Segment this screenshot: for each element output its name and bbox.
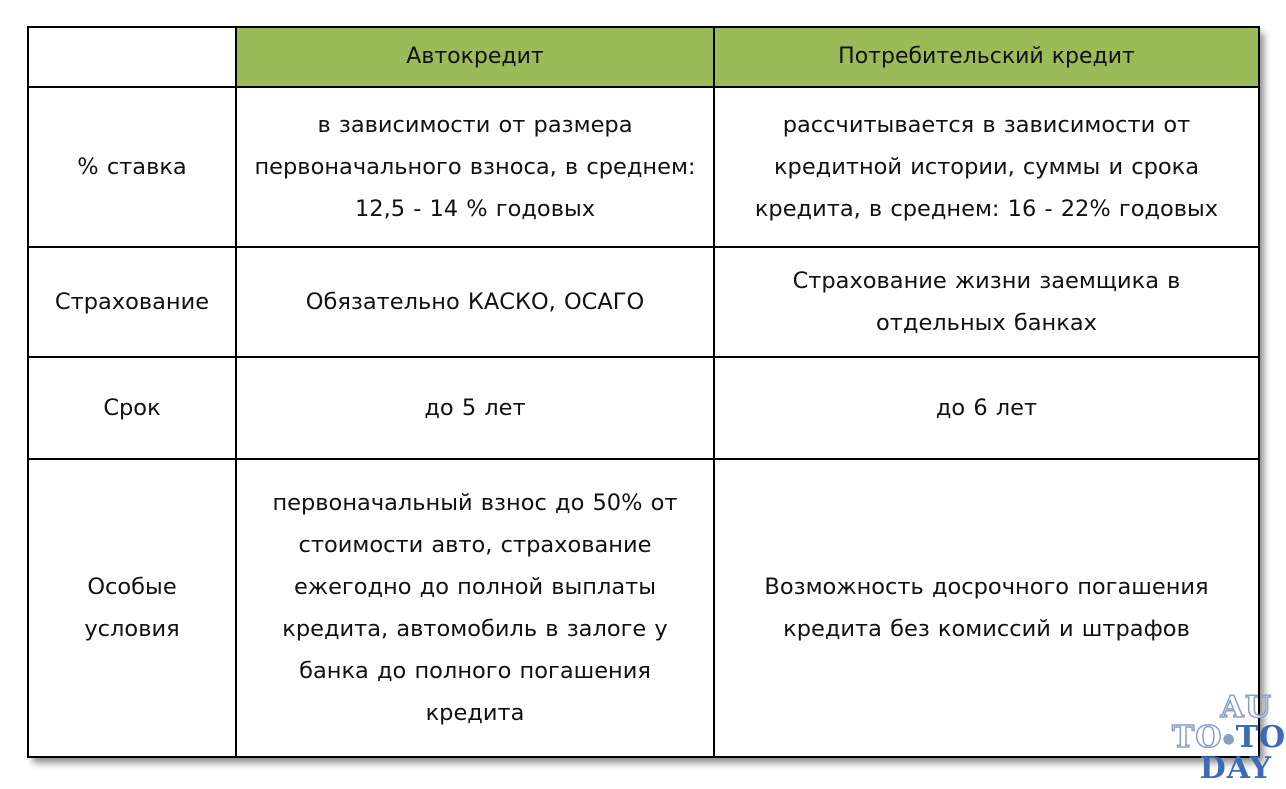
header-consumer-loan: Потребительский кредит bbox=[714, 27, 1259, 87]
cell-auto-insurance: Обязательно КАСКО, ОСАГО bbox=[236, 247, 714, 357]
cell-consumer-rate: рассчитывается в зависимости от кредитной истории, суммы и срока кредита, в среднем: 16 - 22% годовых bbox=[714, 87, 1259, 247]
table-row-insurance bbox=[28, 247, 1259, 357]
header-empty-cell bbox=[28, 27, 236, 87]
table-row-special-conditions bbox=[28, 459, 1259, 757]
header-auto-loan: Автокредит bbox=[236, 27, 714, 87]
watermark-line-1: AU bbox=[1220, 690, 1272, 725]
cell-auto-term: до 5 лет bbox=[236, 357, 714, 459]
cell-auto-special-conditions: первоначальный взнос до 50% от стоимости авто, страхование ежегодно до полной выплаты кредита, автомобиль в залоге у банка до полного погашения кредита bbox=[236, 459, 714, 757]
row-label-term: Срок bbox=[28, 357, 236, 459]
table-row-term bbox=[28, 357, 1259, 459]
comparison-table-container bbox=[27, 26, 1258, 756]
watermark-line-2 bbox=[1172, 720, 1286, 755]
autotoday-watermark-logo bbox=[1172, 690, 1286, 786]
cell-consumer-special-conditions: Возможность досрочного погашения кредита без комиссий и штрафов bbox=[714, 459, 1259, 757]
row-label-insurance: Страхование bbox=[28, 247, 236, 357]
table-header-row bbox=[28, 27, 1259, 87]
watermark-dot-icon: ● bbox=[1222, 731, 1236, 747]
comparison-table bbox=[27, 26, 1260, 758]
watermark-to-outline: TO bbox=[1172, 720, 1223, 755]
cell-consumer-term: до 6 лет bbox=[714, 357, 1259, 459]
cell-auto-rate: в зависимости от размера первоначального взноса, в среднем: 12,5 - 14 % годовых bbox=[236, 87, 714, 247]
row-label-special-conditions: Особые условия bbox=[28, 459, 236, 757]
row-label-rate: % ставка bbox=[28, 87, 236, 247]
watermark-line-3: DAY bbox=[1199, 751, 1272, 786]
watermark-to-solid: TO bbox=[1235, 720, 1286, 755]
cell-consumer-insurance: Страхование жизни заемщика в отдельных банках bbox=[714, 247, 1259, 357]
table-row-rate bbox=[28, 87, 1259, 247]
